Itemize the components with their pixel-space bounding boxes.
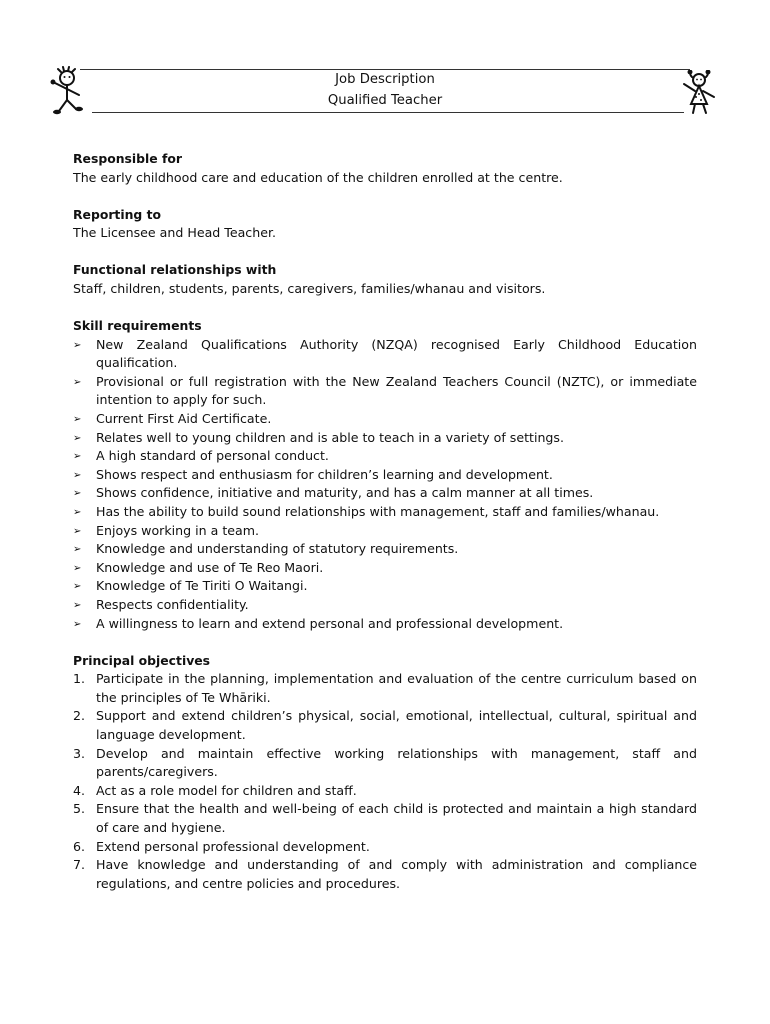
list-item: [73, 466, 697, 485]
document-subtitle: Qualified Teacher: [327, 93, 443, 108]
list-item-text: Knowledge of Te Tiriti O Waitangi.: [96, 578, 308, 594]
list-number: 7.: [73, 857, 86, 873]
list-item: [73, 503, 697, 522]
list-number: 1.: [73, 671, 86, 687]
list-item-text: Enjoys working in a team.: [96, 522, 259, 538]
arrow-bullet-icon: ➢: [73, 544, 82, 556]
list-item-text: Extend personal professional development.: [96, 838, 370, 854]
list-item: [73, 670, 697, 707]
list-number: 5.: [73, 801, 86, 817]
section-functional-relationships: [73, 261, 697, 298]
list-item: [73, 782, 697, 801]
objectives-list: [73, 670, 697, 893]
arrow-bullet-icon: ➢: [73, 432, 82, 444]
arrow-bullet-icon: ➢: [73, 469, 82, 481]
list-item: [73, 800, 697, 837]
list-item-text: Has the ability to build sound relationships with management, staff and families/whanau.: [96, 504, 660, 519]
list-item: [73, 522, 697, 541]
section-text: The early childhood care and education of the children enrolled at the centre.: [73, 169, 563, 185]
section-heading: Principal objectives: [73, 652, 211, 668]
list-item-text: Knowledge and use of Te Reo Maori.: [96, 559, 324, 575]
list-item-text: New Zealand Qualifications Authority (NZQA) recognised Early Childhood Education qualification.: [96, 336, 697, 371]
list-item-text: Ensure that the health and well-being of each child is protected and maintain a high standard of care and hygiene.: [96, 801, 697, 835]
arrow-bullet-icon: ➢: [73, 414, 82, 426]
section-heading: Reporting to: [73, 206, 162, 222]
list-item: [73, 447, 697, 466]
list-item: [73, 336, 697, 373]
section-principal-objectives: [73, 652, 697, 894]
arrow-bullet-icon: ➢: [73, 525, 82, 537]
document-body: [73, 150, 697, 912]
list-item: [73, 373, 697, 410]
list-item-text: Develop and maintain effective working relationships with management, staff and parents/caregivers.: [96, 745, 697, 780]
list-item-text: Have knowledge and understanding of and comply with administration and compliance regulations, and centre policies and procedures.: [96, 857, 697, 891]
list-item-text: Relates well to young children and is able to teach in a variety of settings.: [96, 429, 564, 445]
section-text: Staff, children, students, parents, caregivers, families/whanau and visitors.: [73, 280, 546, 296]
section-skill-requirements: [73, 317, 697, 633]
list-item: [73, 577, 697, 596]
section-heading: Skill requirements: [73, 318, 202, 334]
list-item-text: Act as a role model for children and staff.: [96, 782, 357, 798]
document-title: Job Description: [335, 72, 435, 87]
list-item-text: Respects confidentiality.: [96, 596, 249, 612]
arrow-bullet-icon: ➢: [73, 599, 82, 611]
list-item: [73, 484, 697, 503]
list-item: [73, 596, 697, 615]
section-text: The Licensee and Head Teacher.: [73, 225, 276, 241]
list-item-text: Current First Aid Certificate.: [96, 411, 272, 427]
section-reporting: [73, 206, 697, 243]
header-rule-bottom: [92, 112, 684, 113]
arrow-bullet-icon: ➢: [73, 488, 82, 500]
list-item: [73, 615, 697, 634]
arrow-bullet-icon: ➢: [73, 618, 82, 630]
list-item: [73, 429, 697, 448]
list-item-text: A high standard of personal conduct.: [96, 448, 329, 464]
section-heading: Functional relationships with: [73, 262, 277, 278]
list-item-text: Shows respect and enthusiasm for children’s learning and development.: [96, 466, 553, 482]
document-header: [0, 62, 770, 122]
header-rule-top: [80, 69, 690, 70]
list-number: 4.: [73, 782, 86, 798]
stick-figure-girl-icon: [676, 70, 722, 116]
list-item: [73, 410, 697, 429]
list-item-text: Support and extend children’s physical, social, emotional, intellectual, cultural, spiritual and language development.: [96, 708, 697, 743]
list-item: [73, 856, 697, 893]
list-item-text: Shows confidence, initiative and maturity, and has a calm manner at all times.: [96, 485, 594, 501]
list-item: [73, 838, 697, 857]
list-item-text: Participate in the planning, implementation and evaluation of the centre curriculum based on the principles of Te Whāriki.: [96, 671, 697, 705]
arrow-bullet-icon: ➢: [73, 376, 82, 388]
list-item-text: Provisional or full registration with the New Zealand Teachers Council (NZTC), or immediate intention to apply for such.: [96, 373, 697, 408]
stick-figure-boy-icon: [42, 66, 92, 116]
arrow-bullet-icon: ➢: [73, 451, 82, 463]
arrow-bullet-icon: ➢: [73, 339, 82, 351]
arrow-bullet-icon: ➢: [73, 581, 82, 593]
list-item-text: A willingness to learn and extend personal and professional development.: [96, 615, 564, 631]
list-item: [73, 707, 697, 744]
section-responsible: [73, 150, 697, 187]
list-item: [73, 745, 697, 782]
list-number: 6.: [73, 838, 86, 854]
list-item: [73, 559, 697, 578]
arrow-bullet-icon: ➢: [73, 507, 82, 518]
skill-list: [73, 336, 697, 634]
arrow-bullet-icon: ➢: [73, 562, 82, 574]
list-number: 2.: [73, 708, 86, 724]
list-item-text: Knowledge and understanding of statutory requirements.: [96, 541, 459, 557]
list-number: 3.: [73, 745, 86, 761]
list-item: [73, 540, 697, 559]
section-heading: Responsible for: [73, 151, 182, 166]
